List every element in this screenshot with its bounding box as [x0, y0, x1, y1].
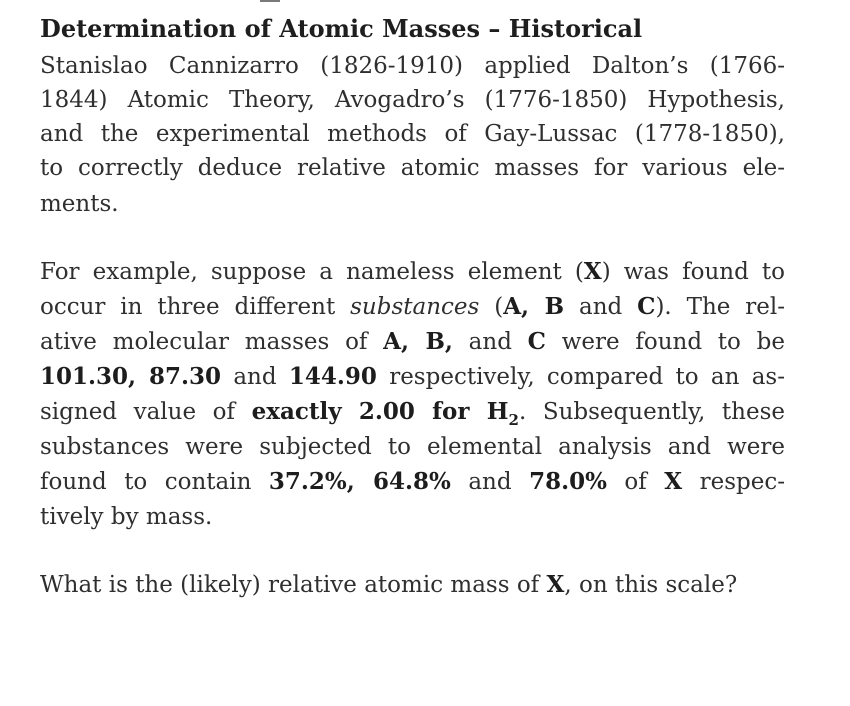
paragraph-2-line-8: tively by mass. — [40, 504, 213, 530]
paragraph-2-line-4: 101.30, 87.30 and 144.90 respectively, compared to an as- — [40, 363, 785, 390]
top-crop-mark — [260, 0, 280, 2]
paragraph-2-line-5: signed value of exactly 2.00 for $H_2$. Subsequently, these — [40, 398, 786, 429]
paragraph-1-line-1: Stanislao Cannizarro (1826-1910) applied Dalton’s (1766- — [40, 53, 785, 79]
paragraph-2-line-7: found to contain 37.2%, 64.8% and 78.0% of X respec- — [40, 468, 786, 495]
paragraph-2-line-3: ative molecular masses of A, B, and C were found to be — [40, 328, 785, 355]
paragraph-2-line-6: substances were subjected to elemental analysis and were — [40, 434, 785, 460]
question-line: What is the (likely) relative atomic mass of X, on this scale? — [40, 571, 738, 598]
paragraph-1-line-2: 1844) Atomic Theory, Avogadro’s (1776-1850) Hypothesis, — [40, 87, 785, 113]
paragraph-1-line-5: ments. — [40, 191, 119, 217]
paragraph-1-line-4: to correctly deduce relative atomic masses for various ele- — [40, 155, 785, 181]
paragraph-2-line-2: occur in three different substances (A, B and C). The rel- — [40, 293, 785, 320]
paragraph-2-line-1: For example, suppose a nameless element (X) was found to — [40, 258, 785, 285]
page-title: Determination of Atomic Masses – Historical — [40, 14, 643, 43]
paragraph-1-line-3: and the experimental methods of Gay-Lussac (1778-1850), — [40, 121, 785, 147]
